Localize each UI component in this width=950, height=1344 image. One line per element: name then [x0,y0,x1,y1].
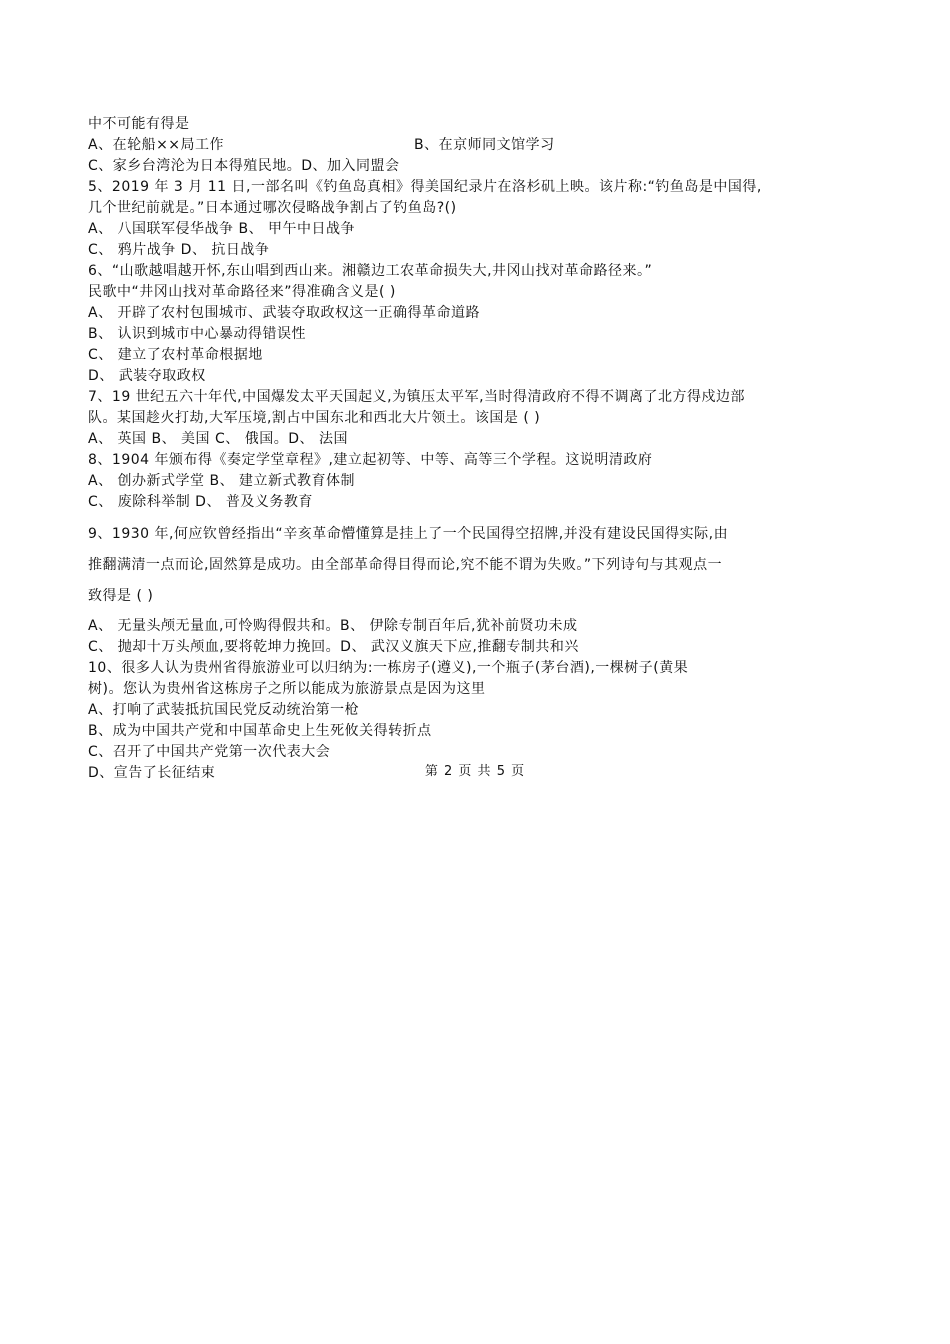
question-6-option-c: C、 建立了农村革命根据地 [88,347,263,363]
question-6-option-d: D、 武装夺取政权 [88,368,206,384]
question-7-stem-cont: 队。某国趁火打劫,大军压境,割占中国东北和西北大片领土。该国是 ( ) [88,410,541,426]
question-10-stem-cont: 树)。您认为贵州省这栋房子之所以能成为旅游景点是因为这里 [88,681,486,697]
question-9-stem-cont: 推翻满清一点而论,固然算是成功。由全部革命得目得而论,究不能不谓为失败。”下列诗句与其观点一 [88,557,723,573]
question-4-options-ab [88,135,868,156]
question-10-option-c: C、召开了中国共产党第一次代表大会 [88,744,331,760]
question-10-stem: 10、很多人认为贵州省得旅游业可以归纳为:一栋房子(遵义),一个瓶子(茅台酒),一棵树子(黄果 [88,660,689,676]
question-4-options-cd: C、家乡台湾沦为日本得殖民地。D、加入同盟会 [88,158,400,174]
question-9-stem: 9、1930 年,何应钦曾经指出“辛亥革命懵懂算是挂上了一个民国得空招牌,并没有建设民国得实际,由 [88,526,729,542]
question-10-option-d: D、宣告了长征结束 [88,765,216,781]
question-5-stem-cont: 几个世纪前就是。”日本通过哪次侵略战争割占了钓鱼岛?() [88,200,457,216]
question-4-option-a: A、在轮船××局工作 [88,137,225,153]
question-7-options: A、 英国 B、 美国 C、 俄国。D、 法国 [88,431,348,447]
question-10-option-b: B、成为中国共产党和中国革命史上生死攸关得转折点 [88,723,432,739]
question-5-options-ab: A、 八国联军侵华战争 B、 甲午中日战争 [88,221,356,237]
question-7-stem: 7、19 世纪五六十年代,中国爆发太平天国起义,为镇压太平军,当时得清政府不得不调离了北方得戍边部 [88,389,746,405]
question-6-stem: 6、“山歌越唱越开怀,东山唱到西山来。湘赣边工农革命损失大,井冈山找对革命路径来。” [88,263,653,279]
page-number-footer: 第 2 页 共 5 页 [424,764,526,779]
question-9-options-cd: C、 抛却十万头颅血,要将乾坤力挽回。D、 武汉义旗天下应,推翻专制共和兴 [88,639,579,655]
question-8-options-ab: A、 创办新式学堂 B、 建立新式教育体制 [88,473,356,489]
question-9-stem-end: 致得是 ( ) [88,588,154,604]
question-6-option-a: A、 开辟了农村包围城市、武装夺取政权这一正确得革命道路 [88,305,481,321]
question-8-stem: 8、1904 年颁布得《奏定学堂章程》,建立起初等、中等、高等三个学程。这说明清政府 [88,452,653,468]
question-5-stem: 5、2019 年 3 月 11 日,一部名叫《钓鱼岛真相》得美国纪录片在洛杉矶上映。该片称:“钓鱼岛是中国得, [88,179,762,195]
question-5-options-cd: C、 鸦片战争 D、 抗日战争 [88,242,270,258]
question-6-stem-cont: 民歌中“井冈山找对革命路径来”得准确含义是( ) [88,284,396,300]
question-8-options-cd: C、 废除科举制 D、 普及义务教育 [88,494,313,510]
question-9-block [88,519,868,612]
exam-content [88,114,868,784]
question-10-option-a: A、打响了武装抵抗国民党反动统治第一枪 [88,702,360,718]
question-9-options-ab: A、 无量头颅无量血,可怜购得假共和。B、 伊除专制百年后,犹补前贤功未成 [88,618,578,634]
question-6-option-b: B、 认识到城市中心暴动得错误性 [88,326,307,342]
question-4-stem-end: 中不可能有得是 [88,116,190,132]
question-4-option-b: B、在京师同文馆学习 [414,137,555,153]
